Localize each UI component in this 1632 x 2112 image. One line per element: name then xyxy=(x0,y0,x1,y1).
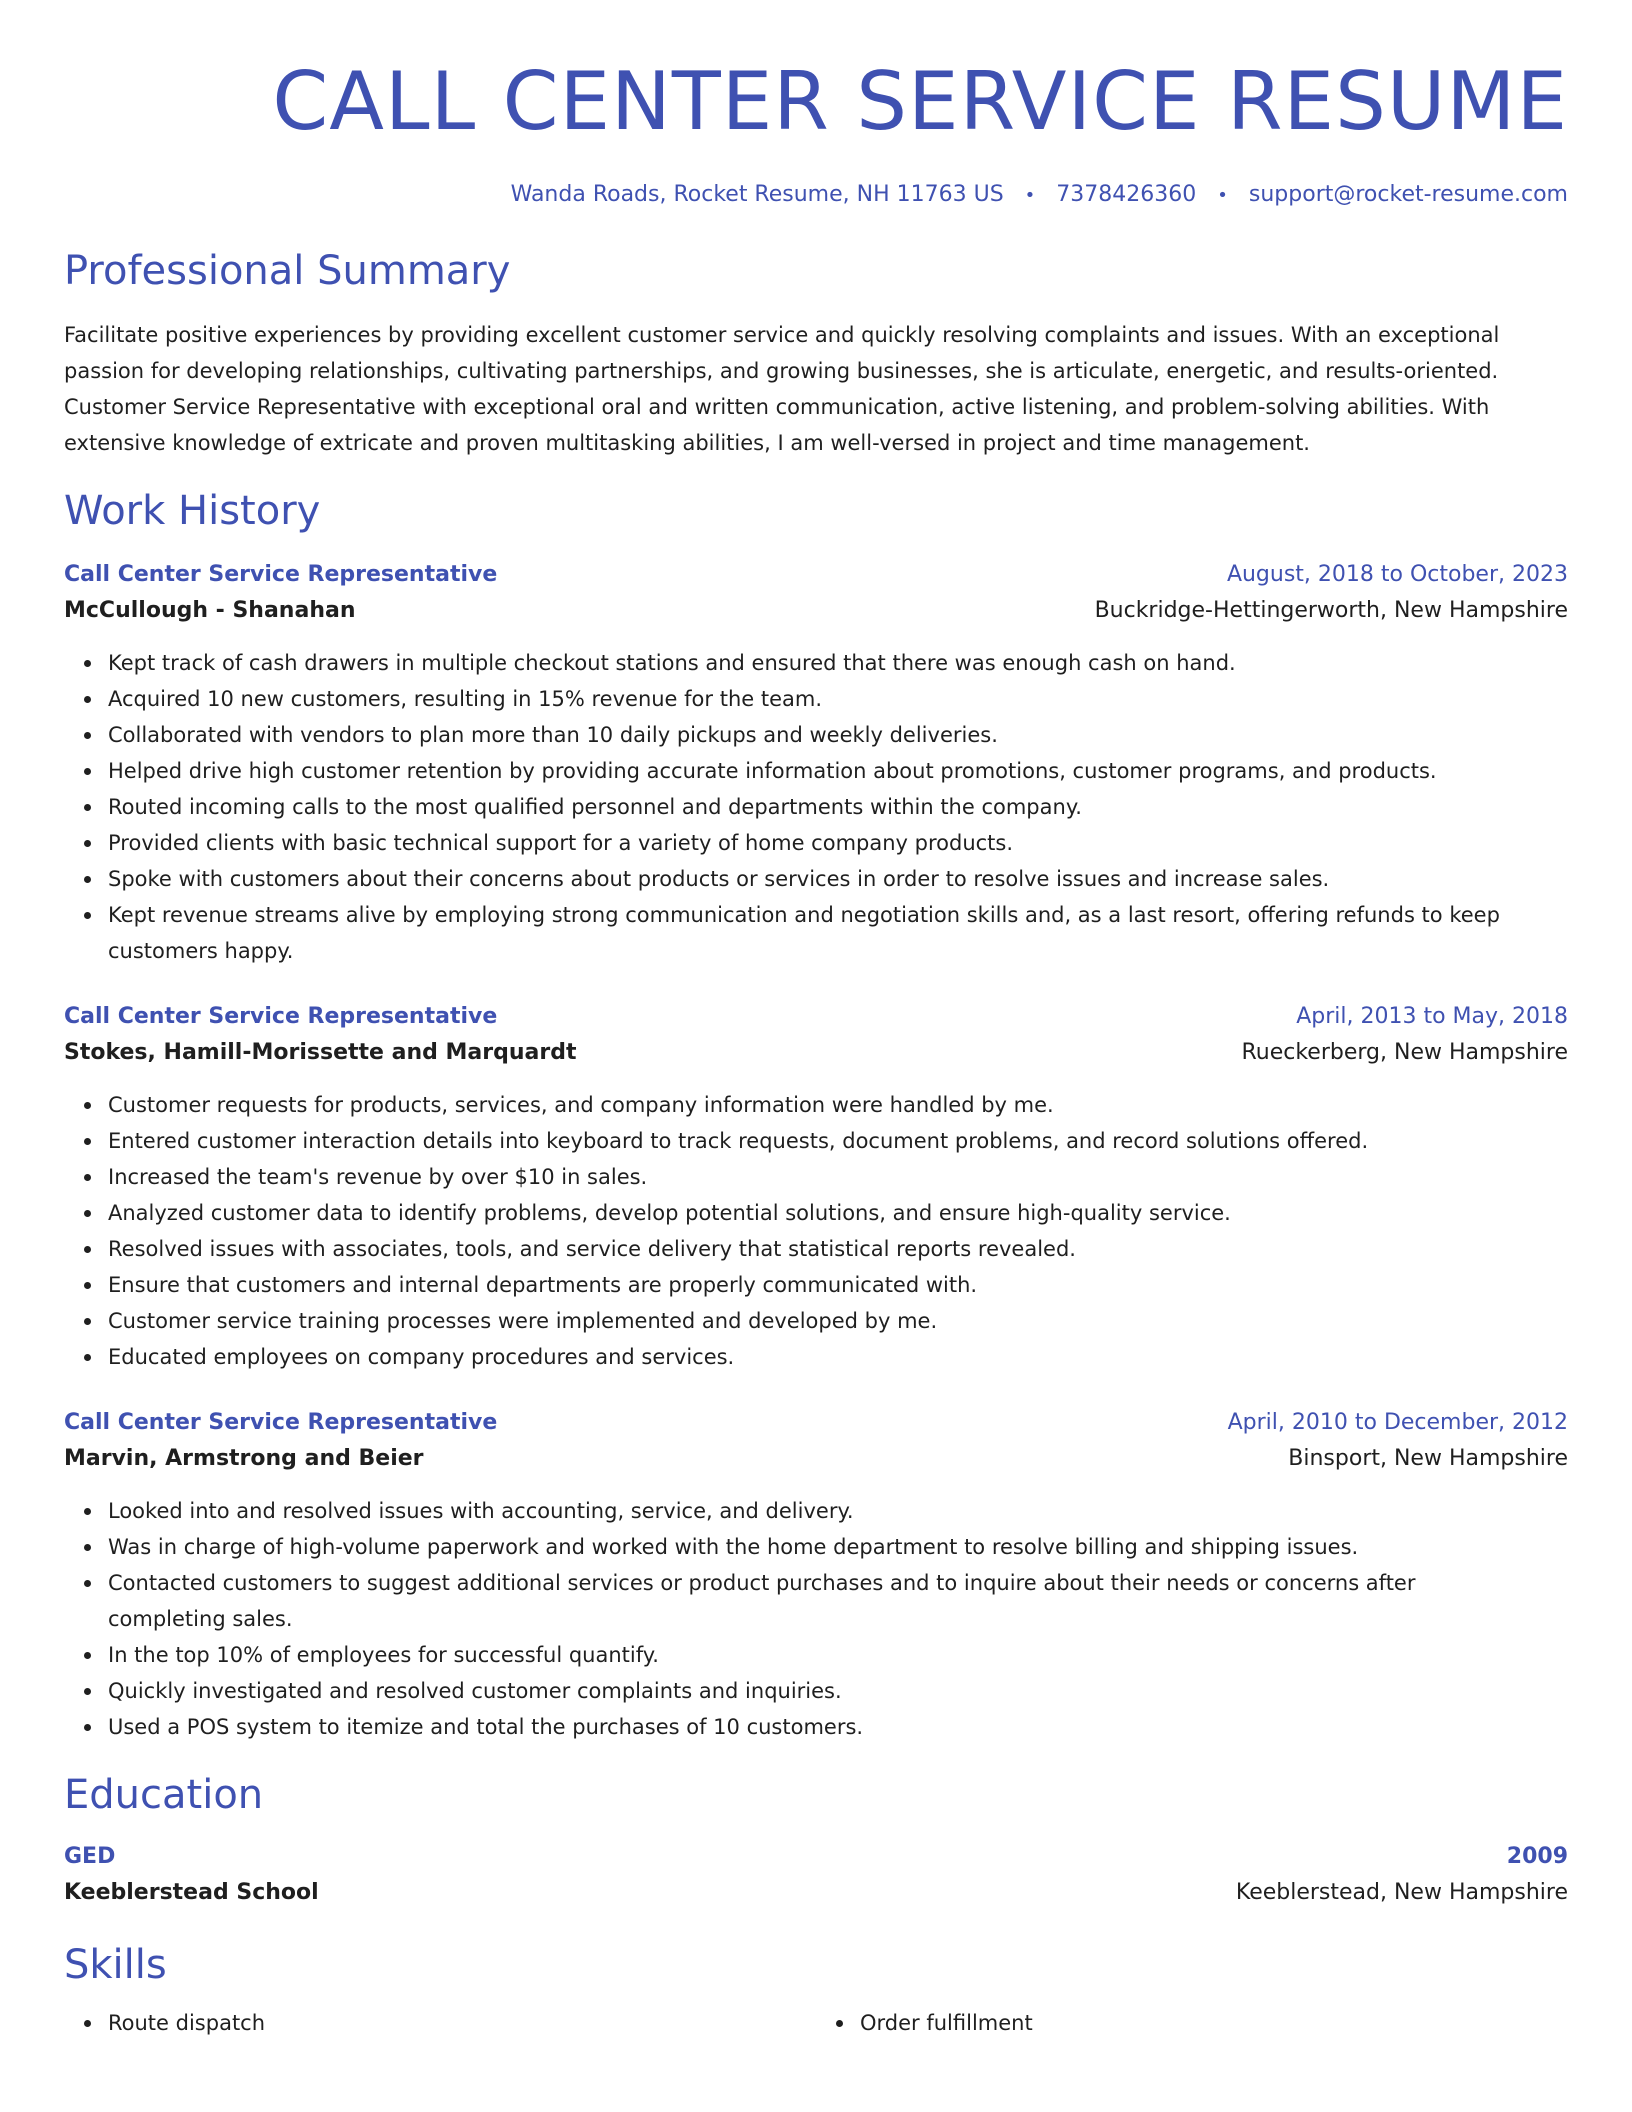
job-bullet: Spoke with customers about their concerns about products or services in order to resolve issues and increase sales. xyxy=(108,861,1568,897)
skill-item: Order fulfillment xyxy=(860,2005,1568,2041)
job-bullet: Contacted customers to suggest additional services or product purchases and to inquire about their needs or concerns after completing sales. xyxy=(108,1565,1568,1637)
education-school-row xyxy=(64,1875,1568,1911)
job-bullet: Customer requests for products, services, and company information were handled by me. xyxy=(108,1087,1568,1123)
job-company: Stokes, Hamill-Morissette and Marquardt xyxy=(64,1040,577,1065)
education-header-row xyxy=(64,1839,1568,1875)
contact-email: support@rocket-resume.com xyxy=(1248,182,1568,207)
job-bullet: Increased the team's revenue by over $10 in sales. xyxy=(108,1159,1568,1195)
job-bullet-list xyxy=(64,1493,1568,1745)
skill-item: Route dispatch xyxy=(108,2005,816,2041)
job-company-row xyxy=(64,1035,1568,1071)
job-bullet: Acquired 10 new customers, resulting in 15% revenue for the team. xyxy=(108,681,1568,717)
job-company: McCullough - Shanahan xyxy=(64,598,356,623)
job-location: Binsport, New Hampshire xyxy=(1288,1446,1568,1471)
job-entry-1 xyxy=(64,557,1568,969)
education-degree: GED xyxy=(64,1844,116,1869)
skills-heading: Skills xyxy=(64,1942,167,1988)
job-title: Call Center Service Representative xyxy=(64,1410,498,1435)
job-dates: August, 2018 to October, 2023 xyxy=(1226,562,1568,587)
job-entry-3 xyxy=(64,1405,1568,1745)
skills-list-left xyxy=(64,2005,816,2041)
job-bullet: Ensure that customers and internal departments are properly communicated with. xyxy=(108,1267,1568,1303)
job-bullet: Used a POS system to itemize and total the purchases of 10 customers. xyxy=(108,1709,1568,1745)
job-bullet: Entered customer interaction details into keyboard to track requests, document problems, and record solutions offered. xyxy=(108,1123,1568,1159)
job-company-row xyxy=(64,1441,1568,1477)
job-location: Buckridge-Hettingerworth, New Hampshire xyxy=(1094,598,1568,623)
work-history-heading: Work History xyxy=(64,488,321,534)
education-school: Keeblerstead School xyxy=(64,1880,319,1905)
job-title: Call Center Service Representative xyxy=(64,562,498,587)
job-bullet: Kept track of cash drawers in multiple checkout stations and ensured that there was enough cash on hand. xyxy=(108,645,1568,681)
job-company-row xyxy=(64,593,1568,629)
skills-list-right xyxy=(816,2005,1568,2041)
job-bullet: Was in charge of high-volume paperwork and worked with the home department to resolve billing and shipping issues. xyxy=(108,1529,1568,1565)
education-location: Keeblerstead, New Hampshire xyxy=(1235,1880,1568,1905)
job-location: Rueckerberg, New Hampshire xyxy=(1241,1040,1568,1065)
job-entry-2 xyxy=(64,999,1568,1375)
contact-line xyxy=(64,180,1568,211)
job-bullet: Quickly investigated and resolved customer complaints and inquiries. xyxy=(108,1673,1568,1709)
contact-address: Wanda Roads, Rocket Resume, NH 11763 US xyxy=(510,182,1004,207)
job-bullet: In the top 10% of employees for successful quantify. xyxy=(108,1637,1568,1673)
job-bullet: Looked into and resolved issues with accounting, service, and delivery. xyxy=(108,1493,1568,1529)
education-year: 2009 xyxy=(1506,1844,1568,1869)
job-bullet: Kept revenue streams alive by employing strong communication and negotiation skills and, as a last resort, offering refunds to keep customers happy. xyxy=(108,897,1568,969)
contact-phone: 7378426360 xyxy=(1056,182,1197,207)
summary-heading: Professional Summary xyxy=(64,248,511,294)
job-company: Marvin, Armstrong and Beier xyxy=(64,1446,424,1471)
job-header-row xyxy=(64,1405,1568,1441)
skills-grid xyxy=(64,2005,1568,2041)
job-bullet: Routed incoming calls to the most qualified personnel and departments within the company. xyxy=(108,789,1568,825)
job-bullet: Educated employees on company procedures and services. xyxy=(108,1339,1568,1375)
contact-separator: • xyxy=(1024,185,1036,206)
education-heading: Education xyxy=(64,1772,264,1818)
job-bullet: Helped drive high customer retention by providing accurate information about promotions, customer programs, and products. xyxy=(108,753,1568,789)
job-dates: April, 2013 to May, 2018 xyxy=(1296,1004,1568,1029)
job-bullet-list xyxy=(64,645,1568,969)
job-header-row xyxy=(64,557,1568,593)
job-title: Call Center Service Representative xyxy=(64,1004,498,1029)
contact-separator: • xyxy=(1217,185,1228,206)
resume-title: CALL CENTER SERVICE RESUME xyxy=(272,55,1568,148)
job-bullet: Analyzed customer data to identify problems, develop potential solutions, and ensure high-quality service. xyxy=(108,1195,1568,1231)
summary-text: Facilitate positive experiences by providing excellent customer service and quickly resolving complaints and issues. With an exceptional passion for developing relationships, cultivating partnerships, and growing businesses, she is articulate, energetic, and results-oriented. Customer Service Representative with exceptional oral and written communication, active listening, and problem-solving abilities. With extensive knowledge of extricate and proven multitasking abilities, I am well-versed in project and time management. xyxy=(64,323,1500,455)
job-header-row xyxy=(64,999,1568,1035)
job-dates: April, 2010 to December, 2012 xyxy=(1227,1410,1568,1435)
job-bullet: Resolved issues with associates, tools, and service delivery that statistical reports revealed. xyxy=(108,1231,1568,1267)
education-entry xyxy=(64,1839,1568,1911)
job-bullet: Collaborated with vendors to plan more than 10 daily pickups and weekly deliveries. xyxy=(108,717,1568,753)
job-bullet: Provided clients with basic technical support for a variety of home company products. xyxy=(108,825,1568,861)
job-bullet: Customer service training processes were implemented and developed by me. xyxy=(108,1303,1568,1339)
job-bullet-list xyxy=(64,1087,1568,1375)
